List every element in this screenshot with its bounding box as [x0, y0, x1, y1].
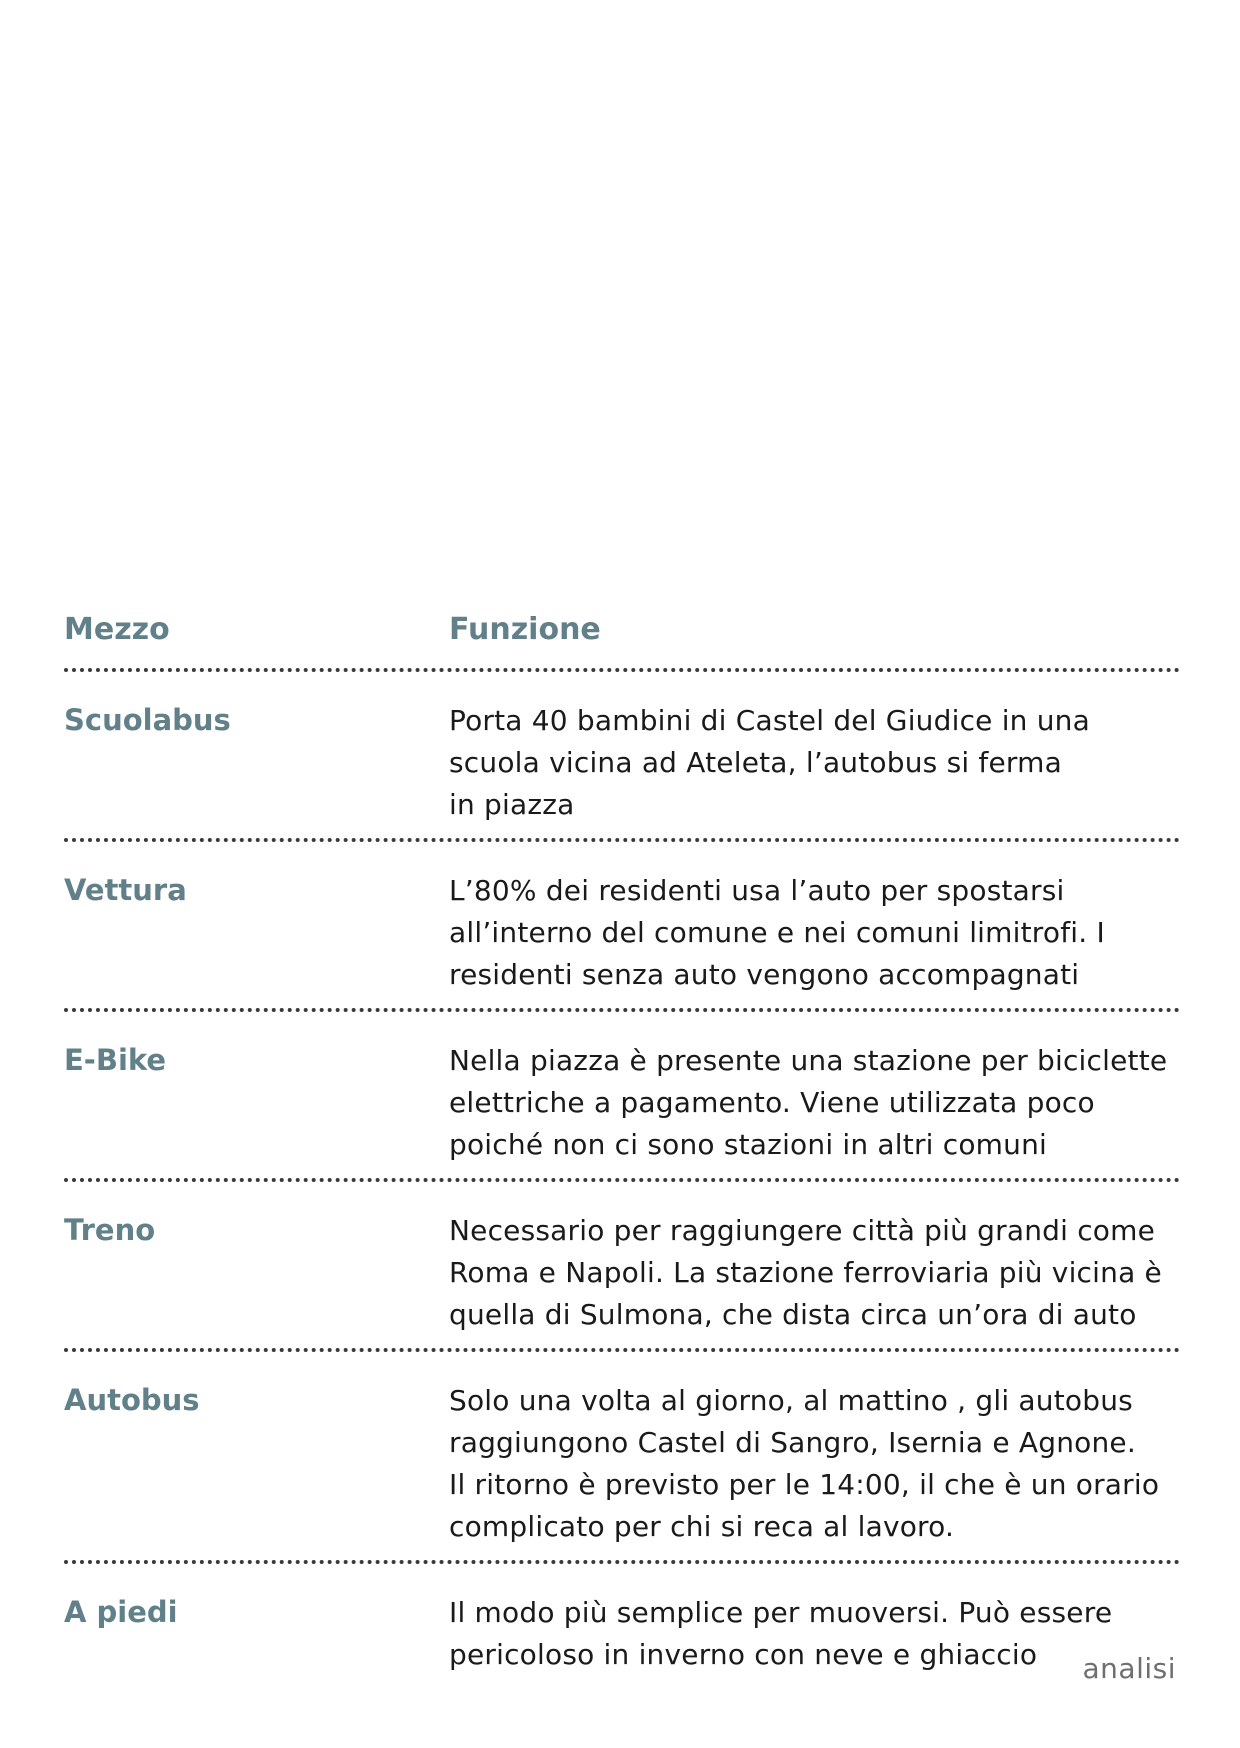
table-row — [64, 1352, 1180, 1564]
table-row — [64, 842, 1180, 1012]
column-header-funzione: Funzione — [449, 612, 601, 647]
funzione-cell: Porta 40 bambini di Castel del Giudice in una scuola vicina ad Ateleta, l’autobus si ferma in piazza — [449, 704, 1090, 821]
mezzo-cell: Vettura — [64, 873, 187, 907]
table-row — [64, 672, 1180, 842]
transport-table — [64, 612, 1180, 1688]
funzione-cell: L’80% dei residenti usa l’auto per spostarsi all’interno del comune e nei comuni limitrofi. I residenti senza auto vengono accompagnati — [449, 874, 1105, 991]
funzione-cell: Necessario per raggiungere città più grandi come Roma e Napoli. La stazione ferroviaria più vicina è quella di Sulmona, che dista circa un’ora di auto — [449, 1214, 1162, 1331]
table-row — [64, 1182, 1180, 1352]
table-header-row — [64, 612, 1180, 672]
funzione-cell: Solo una volta al giorno, al mattino , gli autobus raggiungono Castel di Sangro, Isernia e Agnone. Il ritorno è previsto per le 14:00, il che è un orario complicato per chi si reca al lavoro. — [449, 1384, 1160, 1543]
mezzo-cell: Autobus — [64, 1383, 200, 1417]
funzione-cell: Nella piazza è presente una stazione per biciclette elettriche a pagamento. Viene utilizzata poco poiché non ci sono stazioni in altri comuni — [449, 1044, 1168, 1161]
mezzo-cell: Scuolabus — [64, 703, 231, 737]
section-label: analisi — [1082, 1652, 1176, 1685]
mezzo-cell: Treno — [64, 1213, 156, 1247]
funzione-cell: Il modo più semplice per muoversi. Può essere pericoloso in inverno con neve e ghiaccio — [449, 1596, 1113, 1671]
mezzo-cell: E-Bike — [64, 1043, 167, 1077]
mezzo-cell: A piedi — [64, 1595, 178, 1629]
table-row — [64, 1564, 1180, 1688]
table-row — [64, 1012, 1180, 1182]
column-header-mezzo: Mezzo — [64, 612, 170, 647]
